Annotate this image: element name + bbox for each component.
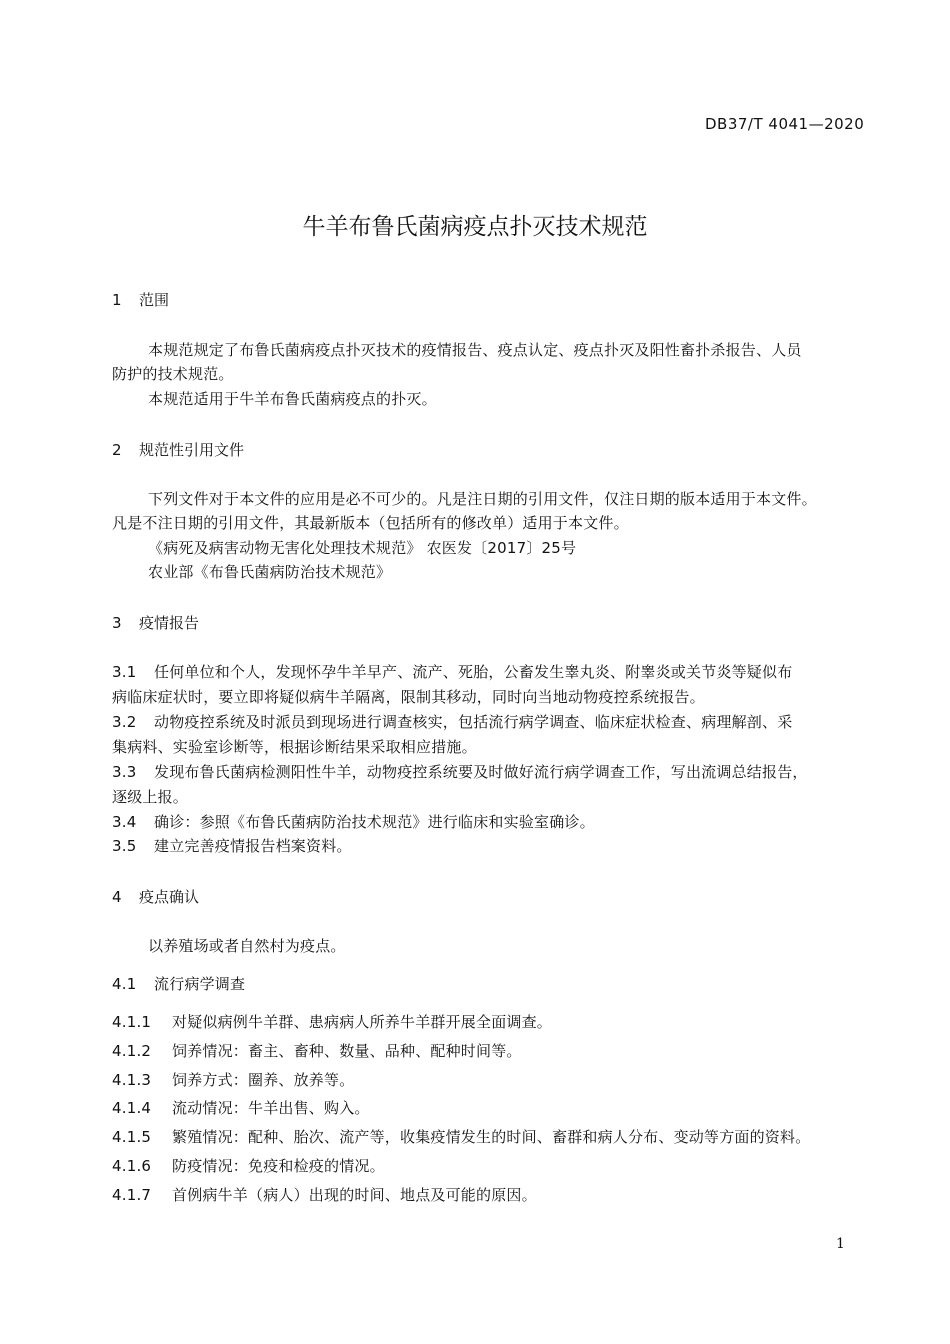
item-4-1-6 <box>112 1155 385 1176</box>
item-number: 4.1.2 <box>112 1042 152 1060</box>
item-4-1-5 <box>112 1126 810 1147</box>
document-number: DB37/T 4041—2020 <box>705 115 865 133</box>
clause-3-3-line-1 <box>112 761 808 782</box>
section-1-para-1-line-2: 防护的技术规范。 <box>112 365 234 383</box>
page-number: 1 <box>836 1236 845 1252</box>
item-text: 饲养情况：畜主、畜种、数量、品种、配种时间等。 <box>172 1042 522 1060</box>
section-1-heading <box>112 289 169 310</box>
section-title: 疫情报告 <box>139 614 200 632</box>
clause-3-1-line-1 <box>112 661 792 682</box>
reference-2: 农业部《布鲁氏菌病防治技术规范》 <box>148 563 392 581</box>
subsection-4-1-heading <box>112 973 245 994</box>
item-text: 对疑似病例牛羊群、患病病人所养牛羊群开展全面调查。 <box>172 1013 553 1031</box>
section-title: 规范性引用文件 <box>139 441 245 459</box>
clause-text: 任何单位和个人，发现怀孕牛羊早产、流产、死胎，公畜发生睾丸炎、附睾炎或关节炎等疑似布 <box>154 663 793 681</box>
clause-3-5 <box>112 835 352 856</box>
item-number: 4.1.6 <box>112 1157 152 1175</box>
clause-text: 发现布鲁氏菌病检测阳性牛羊，动物疫控系统要及时做好流行病学调查工作，写出流调总结报告， <box>154 763 808 781</box>
clause-3-1-line-2: 病临床症状时，要立即将疑似病牛羊隔离，限制其移动，同时向当地动物疫控系统报告。 <box>112 688 705 706</box>
section-2-heading <box>112 439 244 460</box>
subsection-title: 流行病学调查 <box>154 975 246 993</box>
clause-number: 3.5 <box>112 837 137 855</box>
item-text: 饲养方式：圈养、放养等。 <box>172 1071 355 1089</box>
item-4-1-2 <box>112 1040 522 1061</box>
section-number: 4 <box>112 888 122 906</box>
item-number: 4.1.4 <box>112 1099 152 1117</box>
section-1-para-1-line-1: 本规范规定了布鲁氏菌病疫点扑灭技术的疫情报告、疫点认定、疫点扑灭及阳性畜扑杀报告、人员 <box>148 341 802 359</box>
clause-text: 确诊：参照《布鲁氏菌病防治技术规范》进行临床和实验室确诊。 <box>154 813 595 831</box>
item-text: 流动情况：牛羊出售、购入。 <box>172 1099 370 1117</box>
section-2-para-1-line-1: 下列文件对于本文件的应用是必不可少的。凡是注日期的引用文件，仅注日期的版本适用于本文件。 <box>148 490 817 508</box>
item-number: 4.1.7 <box>112 1186 152 1204</box>
item-text: 防疫情况：免疫和检疫的情况。 <box>172 1157 385 1175</box>
section-2-para-1-line-2: 凡是不注日期的引用文件，其最新版本（包括所有的修改单）适用于本文件。 <box>112 514 629 532</box>
item-4-1-3 <box>112 1069 354 1090</box>
clause-3-4 <box>112 811 595 832</box>
document-title: 牛羊布鲁氏菌病疫点扑灭技术规范 <box>302 214 648 240</box>
subsection-number: 4.1 <box>112 975 137 993</box>
clause-text: 建立完善疫情报告档案资料。 <box>154 837 352 855</box>
item-number: 4.1.3 <box>112 1071 152 1089</box>
item-4-1-7 <box>112 1184 537 1205</box>
item-text: 首例病牛羊（病人）出现的时间、地点及可能的原因。 <box>172 1186 537 1204</box>
item-text: 繁殖情况：配种、胎次、流产等，收集疫情发生的时间、畜群和病人分布、变动等方面的资料。 <box>172 1128 811 1146</box>
clause-3-2-line-2: 集病料、实验室诊断等，根据诊断结果采取相应措施。 <box>112 738 477 756</box>
clause-number: 3.4 <box>112 813 137 831</box>
section-number: 1 <box>112 291 122 309</box>
section-4-heading <box>112 886 199 907</box>
clause-text: 动物疫控系统及时派员到现场进行调查核实，包括流行病学调查、临床症状检查、病理解剖、采 <box>154 713 793 731</box>
clause-number: 3.3 <box>112 763 137 781</box>
section-number: 3 <box>112 614 122 632</box>
item-number: 4.1.5 <box>112 1128 152 1146</box>
reference-1: 《病死及病害动物无害化处理技术规范》 农医发〔2017〕25号 <box>148 539 577 557</box>
section-title: 疫点确认 <box>139 888 200 906</box>
section-number: 2 <box>112 441 122 459</box>
section-1-para-2: 本规范适用于牛羊布鲁氏菌病疫点的扑灭。 <box>148 390 437 408</box>
section-3-heading <box>112 612 199 633</box>
clause-number: 3.2 <box>112 713 137 731</box>
item-4-1-1 <box>112 1011 552 1032</box>
clause-number: 3.1 <box>112 663 137 681</box>
section-title: 范围 <box>139 291 170 309</box>
clause-3-2-line-1 <box>112 711 792 732</box>
item-number: 4.1.1 <box>112 1013 152 1031</box>
section-4-intro: 以养殖场或者自然村为疫点。 <box>148 937 346 955</box>
clause-3-3-line-2: 逐级上报。 <box>112 788 189 806</box>
item-4-1-4 <box>112 1097 370 1118</box>
